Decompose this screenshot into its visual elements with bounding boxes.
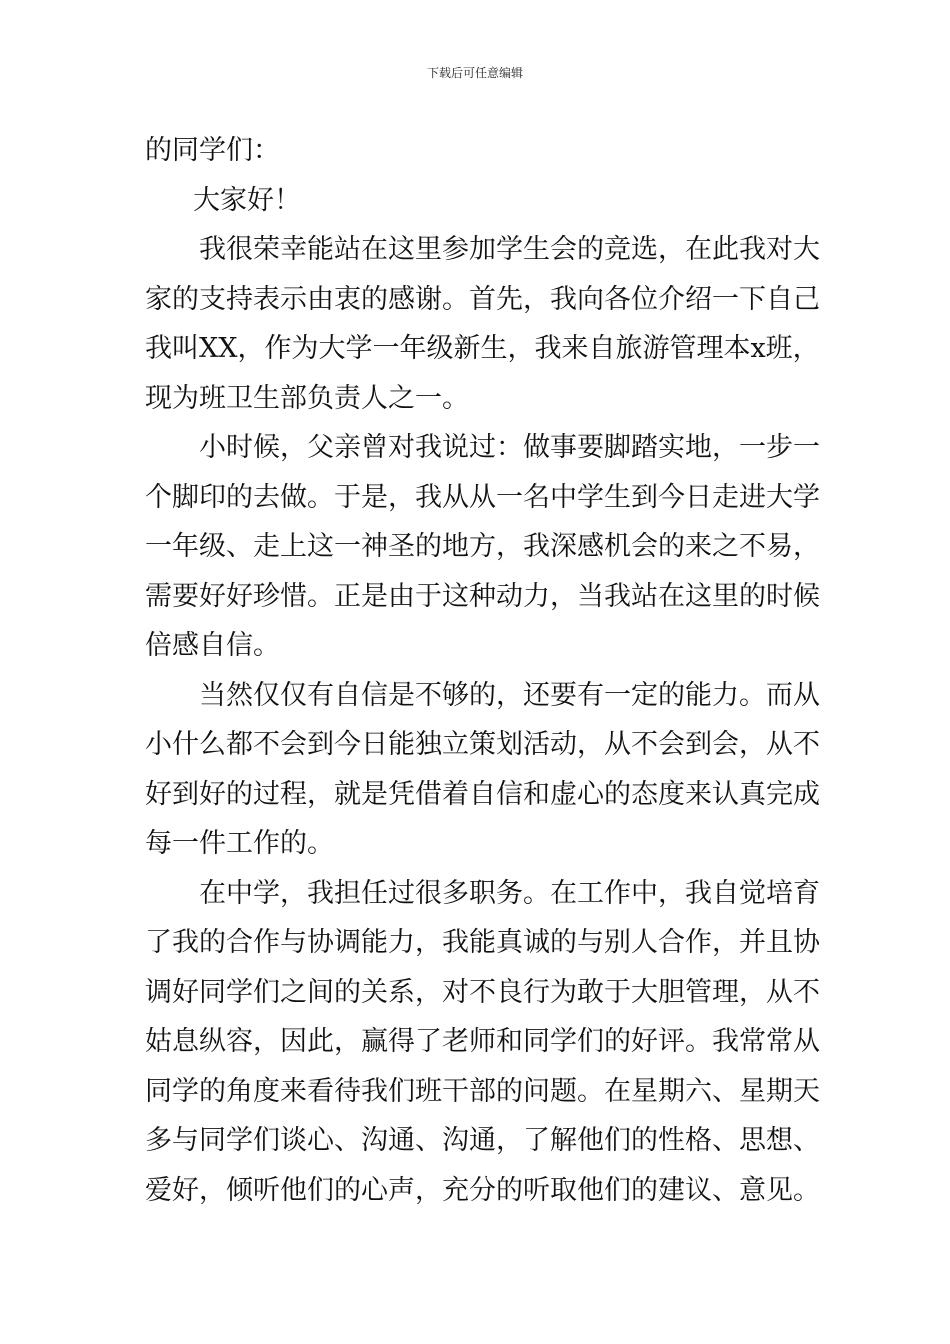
paragraph-2-line-2: 个脚印的去做。于是，我从从一名中学生到今日走进大学: [145, 481, 820, 513]
paragraph-1-line-4: 现为班卫生部负责人之一。: [145, 382, 469, 414]
salutation-line: 的同学们：: [145, 135, 280, 166]
paragraph-1-line-1: 我很荣幸能站在这里参加学生会的竞选，在此我对大: [199, 234, 820, 265]
paragraph-2-line-5: 倍感自信。: [145, 630, 280, 661]
paragraph-4-line-1: 在中学，我担任过很多职务。在工作中，我自觉培育: [199, 877, 820, 909]
document-body: [145, 126, 820, 1215]
paragraph-3-line-4: 每一件工作的。: [145, 828, 334, 859]
paragraph-1-line-2: 家的支持表示由衷的感谢。首先，我向各位介绍一下自己: [145, 283, 820, 315]
paragraph-4-line-2: 了我的合作与协调能力，我能真诚的与别人合作，并且协: [145, 927, 820, 958]
paragraph-4-line-6: 多与同学们谈心、沟通、沟通，了解他们的性格、思想、: [145, 1125, 820, 1156]
paragraph-3-line-3: 好到好的过程，就是凭借着自信和虚心的态度来认真完成: [145, 778, 820, 810]
page-header-note: 下载后可任意编辑: [426, 66, 523, 80]
paragraph-3-line-2: 小什么都不会到今日能独立策划活动，从不会到会，从不: [145, 729, 820, 760]
greeting-line: 大家好！: [193, 184, 301, 216]
paragraph-4-line-4: 姑息纵容，因此，赢得了老师和同学们的好评。我常常从: [145, 1026, 820, 1057]
paragraph-4-line-7: 爱好，倾听他们的心声，充分的听取他们的建议、意见。: [145, 1174, 820, 1206]
paragraph-2-line-3: 一年级、走上这一神圣的地方，我深感机会的来之不易，: [145, 531, 820, 562]
paragraph-2-line-4: 需要好好珍惜。正是由于这种动力，当我站在这里的时候: [145, 580, 820, 612]
paragraph-2-line-1: 小时候，父亲曾对我说过：做事要脚踏实地，一步一: [199, 432, 820, 463]
paragraph-3-line-1: 当然仅仅有自信是不够的，还要有一定的能力。而从: [199, 679, 820, 711]
paragraph-1-line-3: 我叫XX，作为大学一年级新生，我来自旅游管理本x班，: [145, 333, 820, 364]
paragraph-4-line-3: 调好同学们之间的关系，对不良行为敢于大胆管理，从不: [145, 976, 820, 1008]
paragraph-4-line-5: 同学的角度来看待我们班干部的问题。在星期六、星期天: [145, 1075, 820, 1107]
